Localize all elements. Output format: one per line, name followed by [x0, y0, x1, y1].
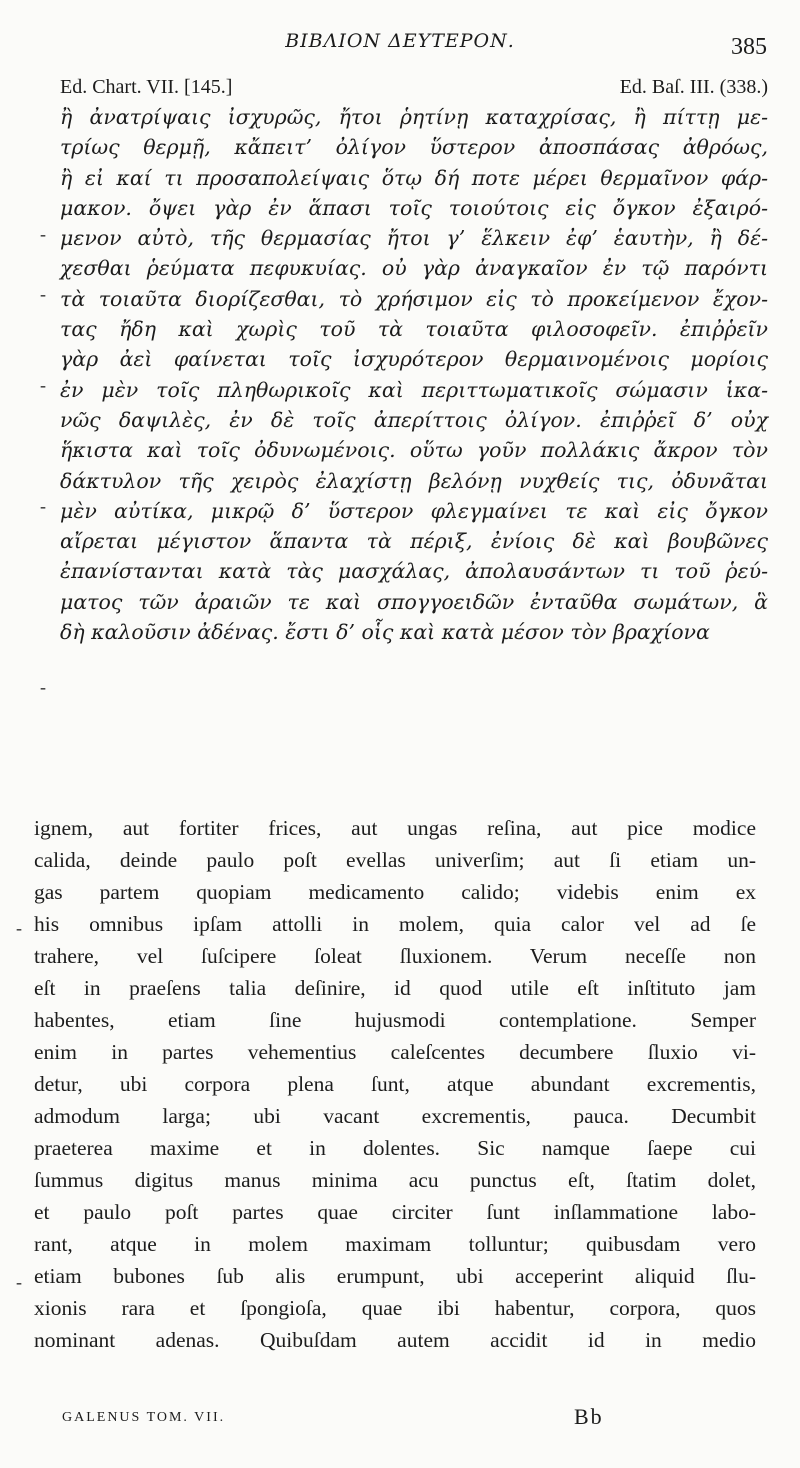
greek-line: ἥκιστα καὶ τοῖς ὀδυνωμένοις. οὕτω γοῦν πολλάκις ἄκρον τὸν	[60, 438, 768, 463]
margin-hyphen-mark: -	[40, 677, 46, 697]
margin-hyphen-mark: -	[40, 284, 46, 304]
latin-line: praeterea maxime et in dolentes. Sic namque ſaepe cui	[34, 1136, 756, 1160]
latin-line: etiam bubones ſub alis erumpunt, ubi acceperint aliquid ſlu-	[34, 1264, 756, 1288]
latin-line: eſt in praeſens talia deſinire, id quod utile eſt inſtituto jam	[34, 976, 756, 1000]
latin-line: his omnibus ipſam attolli in molem, quia calor vel ad ſe	[34, 912, 756, 936]
gathering-signature: Bb	[574, 1404, 604, 1429]
latin-line: ſummus digitus manus minima acu punctus eſt, ſtatim dolet,	[34, 1168, 756, 1192]
page-number: 385	[731, 34, 767, 60]
margin-hyphen-mark: -	[40, 496, 46, 516]
greek-line: χεσθαι ῥεύματα πεφυκυίας. οὐ γὰρ ἀναγκαῖον ἐν τῷ παρόντι	[60, 256, 768, 281]
latin-line: nominant adenas. Quibuſdam autem accidit id in medio	[34, 1328, 756, 1352]
greek-line: μενον αὐτὸ, τῆς θερμασίας ἤτοι γ’ ἕλκειν ἐφ’ ἑαυτὴν, ἢ δέ-	[60, 226, 768, 251]
greek-line: τας ἤδη καὶ χωρὶς τοῦ τὰ τοιαῦτα φιλοσοφεῖν. ἐπιῤῥεῖν	[60, 317, 768, 342]
greek-line: ἐν μὲν τοῖς πληθωρικοῖς καὶ περιττωματικοῖς σώμασιν ἱκα-	[60, 377, 768, 402]
greek-line: μὲν αὐτίκα, μικρῷ δ’ ὕστερον φλεγμαίνει τε καὶ εἰς ὄγκον	[60, 498, 768, 523]
greek-line: ἢ ἀνατρίψαις ἰσχυρῶς, ἤτοι ῥητίνῃ καταχρίσας, ἢ πίττῃ με-	[60, 105, 768, 129]
latin-text-block	[34, 812, 756, 1356]
greek-line: μακον. ὄψει γὰρ ἐν ἅπασι τοῖς τοιούτοις εἰς ὄγκον ἐξαιρό-	[60, 195, 768, 220]
edition-basel-reference: Ed. Baſ. III. (338.)	[619, 76, 768, 98]
latin-line: admodum larga; ubi vacant excrementis, pauca. Decumbit	[34, 1104, 756, 1128]
running-title: ΒΙΒΛΙΟΝ ΔΕΥΤΕΡΟΝ.	[285, 30, 515, 52]
latin-line: habentes, etiam ſine hujusmodi contemplatione. Semper	[34, 1008, 756, 1032]
greek-line: ματος τῶν ἀραιῶν τε καὶ σπογγοειδῶν ἐνταῦθα σωμάτων, ἃ	[60, 589, 768, 614]
greek-line: νῶς δαψιλὲς, ἐν δὲ τοῖς ἀπερίττοις ὀλίγον. ἐπιῤῥεῖ δ’ οὐχ	[60, 407, 768, 432]
margin-hyphen-mark: -	[40, 375, 46, 395]
volume-signature: GALENUS TOM. VII.	[62, 1410, 226, 1425]
latin-line: enim in partes vehementius caleſcentes decumbere ſluxio vi-	[34, 1040, 756, 1064]
latin-line: calida, deinde paulo poſt evellas univerſim; aut ſi etiam un-	[34, 848, 756, 872]
margin-hyphen-mark: -	[16, 1272, 22, 1292]
latin-line: et paulo poſt partes quae circiter ſunt inſlammatione labo-	[34, 1200, 756, 1224]
latin-line: gas partem quopiam medicamento calido; videbis enim ex	[34, 880, 756, 904]
greek-line: ἢ εἰ καί τι προσαπολείψαις ὅτῳ δή ποτε μέρει θερμαῖνον φάρ-	[60, 165, 768, 190]
margin-hyphen-mark: -	[40, 224, 46, 244]
greek-text-block	[60, 102, 768, 647]
latin-line: detur, ubi corpora plena ſunt, atque abundant excrementis,	[34, 1072, 756, 1096]
greek-line: γὰρ ἀεὶ φαίνεται τοῖς ἰσχυρότερον θερμαινομένοις μορίοις	[60, 347, 768, 372]
greek-line: δὴ καλοῦσιν ἀδένας. ἔστι δ’ οἷς καὶ κατὰ μέσον τὸν βραχίονα	[60, 620, 710, 645]
greek-line: δάκτυλον τῆς χειρὸς ἐλαχίστῃ βελόνῃ νυχθείς τις, ὀδυνᾶται	[60, 468, 768, 493]
edition-chartier-reference: Ed. Chart. VII. [145.]	[60, 76, 233, 98]
margin-hyphen-mark: -	[16, 918, 22, 938]
greek-line: ἐπανίστανται κατὰ τὰς μασχάλας, ἀπολαυσάντων τι τοῦ ῥεύ-	[60, 559, 768, 584]
latin-line: xionis rara et ſpongioſa, quae ibi habentur, corpora, quos	[34, 1296, 756, 1320]
greek-line: τὰ τοιαῦτα διορίζεσθαι, τὸ χρήσιμον εἰς τὸ προκείμενον ἔχον-	[60, 286, 768, 311]
greek-line: τρίως θερμῇ, κἄπειτ’ ὀλίγον ὕστερον ἀποσπάσας ἀθρόως,	[60, 135, 768, 160]
latin-line: trahere, vel ſuſcipere ſoleat ſluxionem. Verum neceſſe non	[34, 944, 756, 968]
greek-line: αἴρεται μέγιστον ἅπαντα τὰ πέριξ, ἐνίοις δὲ καὶ βουβῶνες	[60, 529, 768, 554]
latin-line: rant, atque in molem maximam tolluntur; quibusdam vero	[34, 1232, 756, 1256]
latin-line: ignem, aut fortiter frices, aut ungas reſina, aut pice modice	[34, 816, 756, 840]
